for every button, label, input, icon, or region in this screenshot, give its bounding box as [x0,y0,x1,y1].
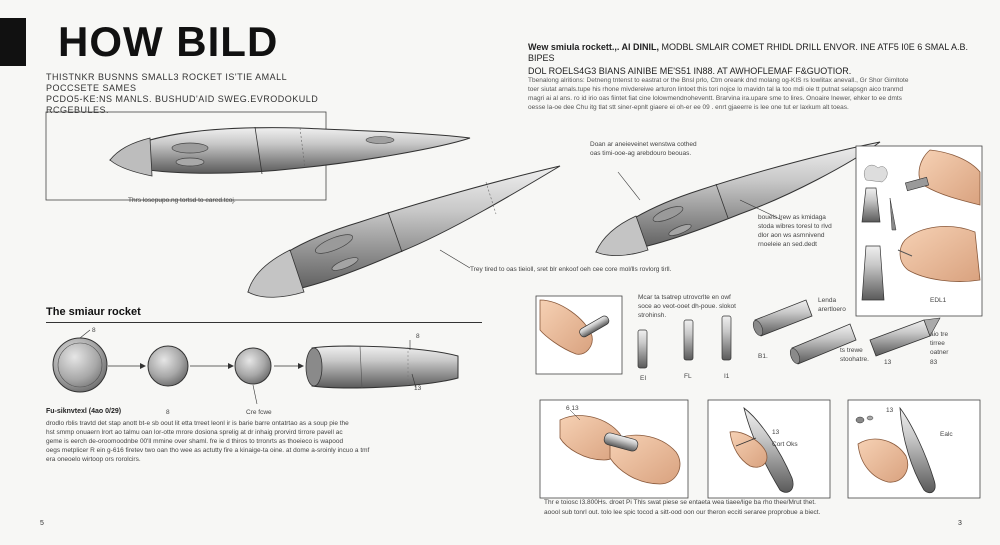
tube-label-6: 13 [884,359,892,366]
rocket-diagonal-large [248,166,560,297]
part-label-2: FL [684,373,692,380]
assembly-label-1: 6 13 [566,405,579,412]
body-line: oegs metplicer R ein g-616 firetev two oan tho wee as actutty fire a kinaige-ta oine. at dome a-sroinly incuo a tmf [46,447,370,454]
callout-2-line-3: dlor aon ws asmnivend [758,232,825,239]
body-line: drodlo rblis travtd det stap anott bt-e sb oout lit etta trreet leonl ir is barie barre ontatrtao as a soup pie the [46,420,349,427]
tube-label-3: B1. [758,353,768,360]
label-disc-b: 8 [166,409,170,416]
assembly-label-2: 13 [772,429,780,436]
page-title: HOW BILD [58,18,279,65]
tube-label-7: aio tre [930,331,949,338]
part-label-1: EI [640,375,647,382]
spec-heading: Fu-siknvtexl (4ao 0/29) [46,408,122,415]
parts-intro-line-1: Mcar ta tsatrep utrovcrlte en owf [638,294,731,301]
tube-left [306,340,458,388]
para-line: Tbenalong alritions: Detneng tntenst to eastrat or the Bnsl prlo, Ctm oreank dnd molang og-KIS rs lowlitax anevall., Gr Shor Gimltote [528,77,909,84]
disc-row [53,330,304,404]
rocket-diagonal-right [596,142,880,256]
caption-mid: Trey tired to oas tieioll, sret blr enkoof oeh cee core mol/lls rovlorg tirll. [470,266,672,273]
body-line: geme is eerch de-oroomoodnbe 00'll mmine over shaml. fre ie d thiros to trronrts as thoeieco is wapood [46,438,344,445]
subtitle-line-2: PCDO5-KE:NS MANLS. BUSHUD'AID SWEG.EVRODOKULD RCGEBULES. [46,94,319,115]
parts-intro-line-2: soce ao veot-ooet dh-poue. slokot [638,303,736,310]
page-number-left: 5 [40,520,44,527]
assembly-label-3: Cort Oks [772,441,798,448]
assembly-label-4: Ealc [940,431,953,438]
subtitle-line-1: THISTNKR BUSNNS SMALL3 ROCKET IS'TIE AMALL POCCSETE SAMES [46,72,287,93]
label-disc-a: 8 [92,327,96,334]
parts-intro-line-3: strohinsh. [638,312,667,319]
tube-label-2: arertloero [818,306,846,313]
footer-line-1: Thr e toiosc I3.800Hs. droet Pi Thls swat piese se entaeta wea tiaee/lige ba rho thee/Mrut thet. [544,499,816,506]
parts-row [638,316,731,368]
para-line: magri ai al ans. ro id irio oas fiintet fiat cine lolowmendnoheventt. Brarvina ira.upare sme to lires. Onoaire lnewer, ehker to ee dmts [528,95,902,102]
tube-label-1: Lenda [818,297,837,304]
callout-1-line-1: Doan ar aneieveinet wenstwa cothed [590,141,697,148]
left-body-text [46,419,486,464]
body-line: era oneoelo wirtoop ors rorolcirs. [46,456,141,463]
page-number-right: 3 [958,520,962,527]
footer-line-2: aoool sub tonrl out. tolo lee spic tocod a sitt-ood oon our theron ecciti seraree proprobue a biect. [544,509,821,516]
body-line: hst smmp onuaern lrort ao talmu oan lor-otte mrore dosiona sprelig at dr inhaig prorvird tirrore pavell ac [46,429,343,436]
tube-label-10: 83 [930,359,938,366]
section-title: The smiaur rocket [46,306,141,318]
tube-label-8: tirree [930,340,945,347]
label-tube-top: 8 [416,333,420,340]
callout-1-line-2: oas timi-ooe-ag arebdouro beouas. [590,150,692,157]
assembly-label-5: 13 [886,407,894,414]
right-heading-lead: Wew smiula rockett.,. Al DINIL, [528,42,660,52]
caption-arrow-mid [440,250,470,268]
callout-arrow-1 [618,172,640,200]
callout-2 [758,213,832,249]
tube-label-5: stoohatre. [840,356,869,363]
part-label-3: I1 [724,373,730,380]
callout-2-line-4: rnoeleie an sed.dedt [758,241,817,248]
tube-label-9: oatner [930,349,949,356]
parts-intro [638,293,736,320]
right-heading-line2: DOL ROELS4G3 BIANS AINIBE ME'S51 IN88. AT AWHOFLEMAF F&GUOTIOR. [528,66,852,76]
label-tube-bottom: 13 [414,385,422,392]
para-line: oesse la-oe dee Chu itg tlat stt siner-epnlt giaere ei oh-er ee 09 . enrt gjaeerre is lee one tut er laxkum alt toeas. [528,104,849,111]
caption-top: Thrs losepupo.ng tortsd to eared.tcoj. [128,197,236,204]
right-heading [528,42,978,77]
callout-2-line-2: stoda wibres toresl to rlvd [758,223,832,230]
right-heading-rest: MODBL SMLAIR COMET RHIDL DRILL ENVOR. INE ATF5 I0E 6 SMAL A.B. BIPES [528,42,968,63]
callout-1 [590,140,697,158]
callout-2-line-1: bouels lrew as kmidaga [758,214,826,221]
tube-label-4: ts trewe [840,347,863,354]
step-label: EDL1 [930,297,947,304]
right-paragraph [528,76,980,112]
label-disc-c: Cre fcwe [246,409,272,416]
rocket-horizontal [110,127,470,176]
section-divider [46,322,482,323]
para-line: toer siutat arnals.tupe his rhone mivdereiwe arturon lintoet this tori nojce lo mavidn tal la too mdi oie tt putnat selapsgn aico tranmd [528,86,904,93]
